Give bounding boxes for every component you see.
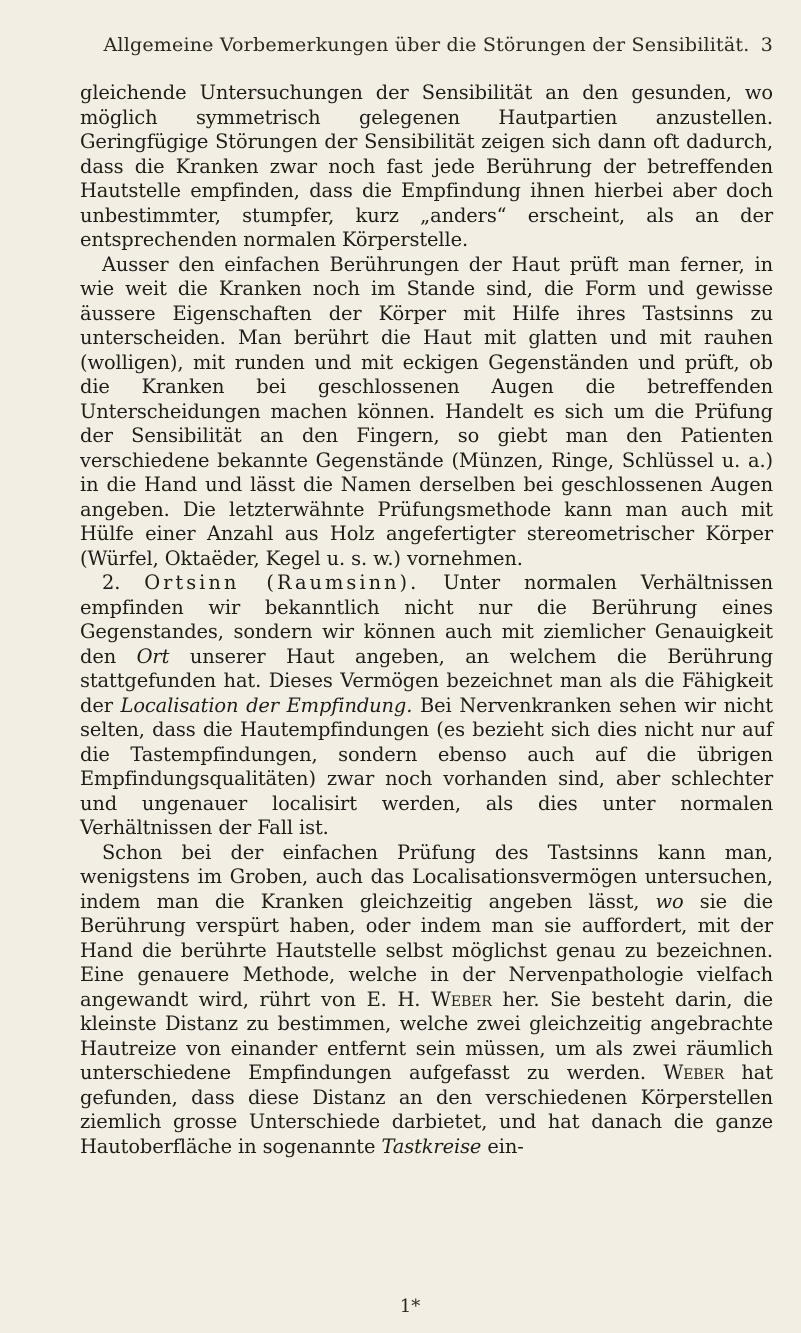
paragraph-4-text-a: Schon bei der einfachen Prüfung des Tastsinns kann man, wenigstens im Groben, auch das Localisationsvermögen untersuchen, indem man die Kranken gleichzeitig angeben lässt,	[80, 840, 773, 913]
paragraph-4-text-d: hat gefunden, dass diese Distanz an den verschiedenen Körperstellen ziemlich grosse Unterschiede darbietet, und hat danach die ganze Hautoberfläche in sogenannte	[80, 1061, 773, 1158]
emphasis-wo: wo	[655, 889, 684, 913]
paragraph-3-text-a: Unter normalen Verhältnissen empfinden wir bekanntlich nicht nur die Berührung eines Gegenstandes, sondern wir können auch mit ziemlicher Genauigkeit den	[80, 571, 773, 668]
page-number: 3	[760, 34, 773, 56]
running-header-title: Allgemeine Vorbemerkungen über die Störungen der Sensibilität.	[103, 34, 750, 56]
paragraph-3	[80, 571, 773, 841]
paragraph-4-text-e: ein-	[487, 1134, 524, 1158]
name-weber-2: Weber	[663, 1061, 725, 1084]
body-text	[80, 81, 773, 1159]
running-header	[80, 34, 773, 66]
emphasis-ort: Ort	[136, 644, 170, 668]
paragraph-2-text: Ausser den einfachen Berührungen der Haut prüft man ferner, in wie weit die Kranken noch im Stande sind, die Form und gewisse äussere Eigenschaften der Körper mit Hilfe ihres Tastsinns zu unterscheiden. Man berührt die Haut mit glatten und mit rauhen (wolligen), mit runden und mit eckigen Gegenständen und prüft, ob die Kranken bei geschlossenen Augen die betreffenden Unterscheidungen machen können. Handelt es sich um die Prüfung der Sensibilität an den Fingern, so giebt man den Patienten verschiedene bekannte Gegenstände (Münzen, Ringe, Schlüssel u. a.) in die Hand und lässt die Namen derselben bei geschlossenen Augen angeben. Die letzterwähnte Prüfungsmethode kann man auch mit Hülfe einer Anzahl aus Holz angefertigter stereometrischer Körper (Würfel, Oktaëder, Kegel u. s. w.) vornehmen.	[80, 252, 773, 570]
name-weber-1: Weber	[431, 987, 492, 1011]
paragraph-1-text: gleichende Untersuchungen der Sensibilität an den gesunden, wo möglich symmetrisch gelegenen Hautpartien anzustellen. Geringfügige Störungen der Sensibilität zeigen sich dann oft dadurch, dass die Kranken zwar noch fast jede Berührung der betreffenden Hautstelle empfinden, dass die Empfindung ihnen hierbei aber doch unbestimmter, stumpfer, kurz „anders“ erscheint, als an der entsprechenden normalen Körperstelle.	[80, 81, 773, 251]
section-number: 2.	[102, 571, 121, 594]
emphasis-tastkreise: Tastkreise	[381, 1134, 482, 1158]
paragraph-3-text-c: Bei Nervenkranken sehen wir nicht selten, dass die Hautempfindungen (es bezieht sich dies nicht nur auf die Tastempfindungen, sondern ebenso auch auf die übrigen Empfindungsqualitäten) zwar noch vorhanden sind, aber schlechter und ungenauer localisirt werden, als dies unter normalen Verhältnissen der Fall ist.	[80, 693, 773, 839]
paragraph-2	[80, 253, 773, 572]
signature-mark: 1*	[399, 1296, 421, 1317]
paragraph-4-text-b: sie die Berührung verspürt haben, oder indem man sie auffordert, mit der Hand die berührte Hautstelle selbst möglichst genau zu bezeichnen. Eine genauere Methode, welche in der Nervenpathologie vielfach angewandt wird, rührt von E. H.	[80, 889, 773, 1011]
paragraph-4	[80, 841, 773, 1160]
paragraph-1	[80, 81, 773, 253]
emphasis-localisation: Localisation der Empfindung.	[120, 693, 413, 717]
paragraph-4-text-c: her. Sie besteht darin, die kleinste Distanz zu bestimmen, welche zwei gleichzeitig angebrachte Hautreize von einander entfernt sein müssen, um als zwei räumlich unterschiedene Empfindungen aufgefasst zu werden.	[80, 987, 773, 1084]
paragraph-3-text-b: unserer Haut angeben, an welchem die Berührung stattgefunden hat. Dieses Vermögen bezeichnet man als die Fähigkeit der	[80, 644, 773, 717]
section-heading: Ortsinn (Raumsinn).	[144, 571, 420, 594]
